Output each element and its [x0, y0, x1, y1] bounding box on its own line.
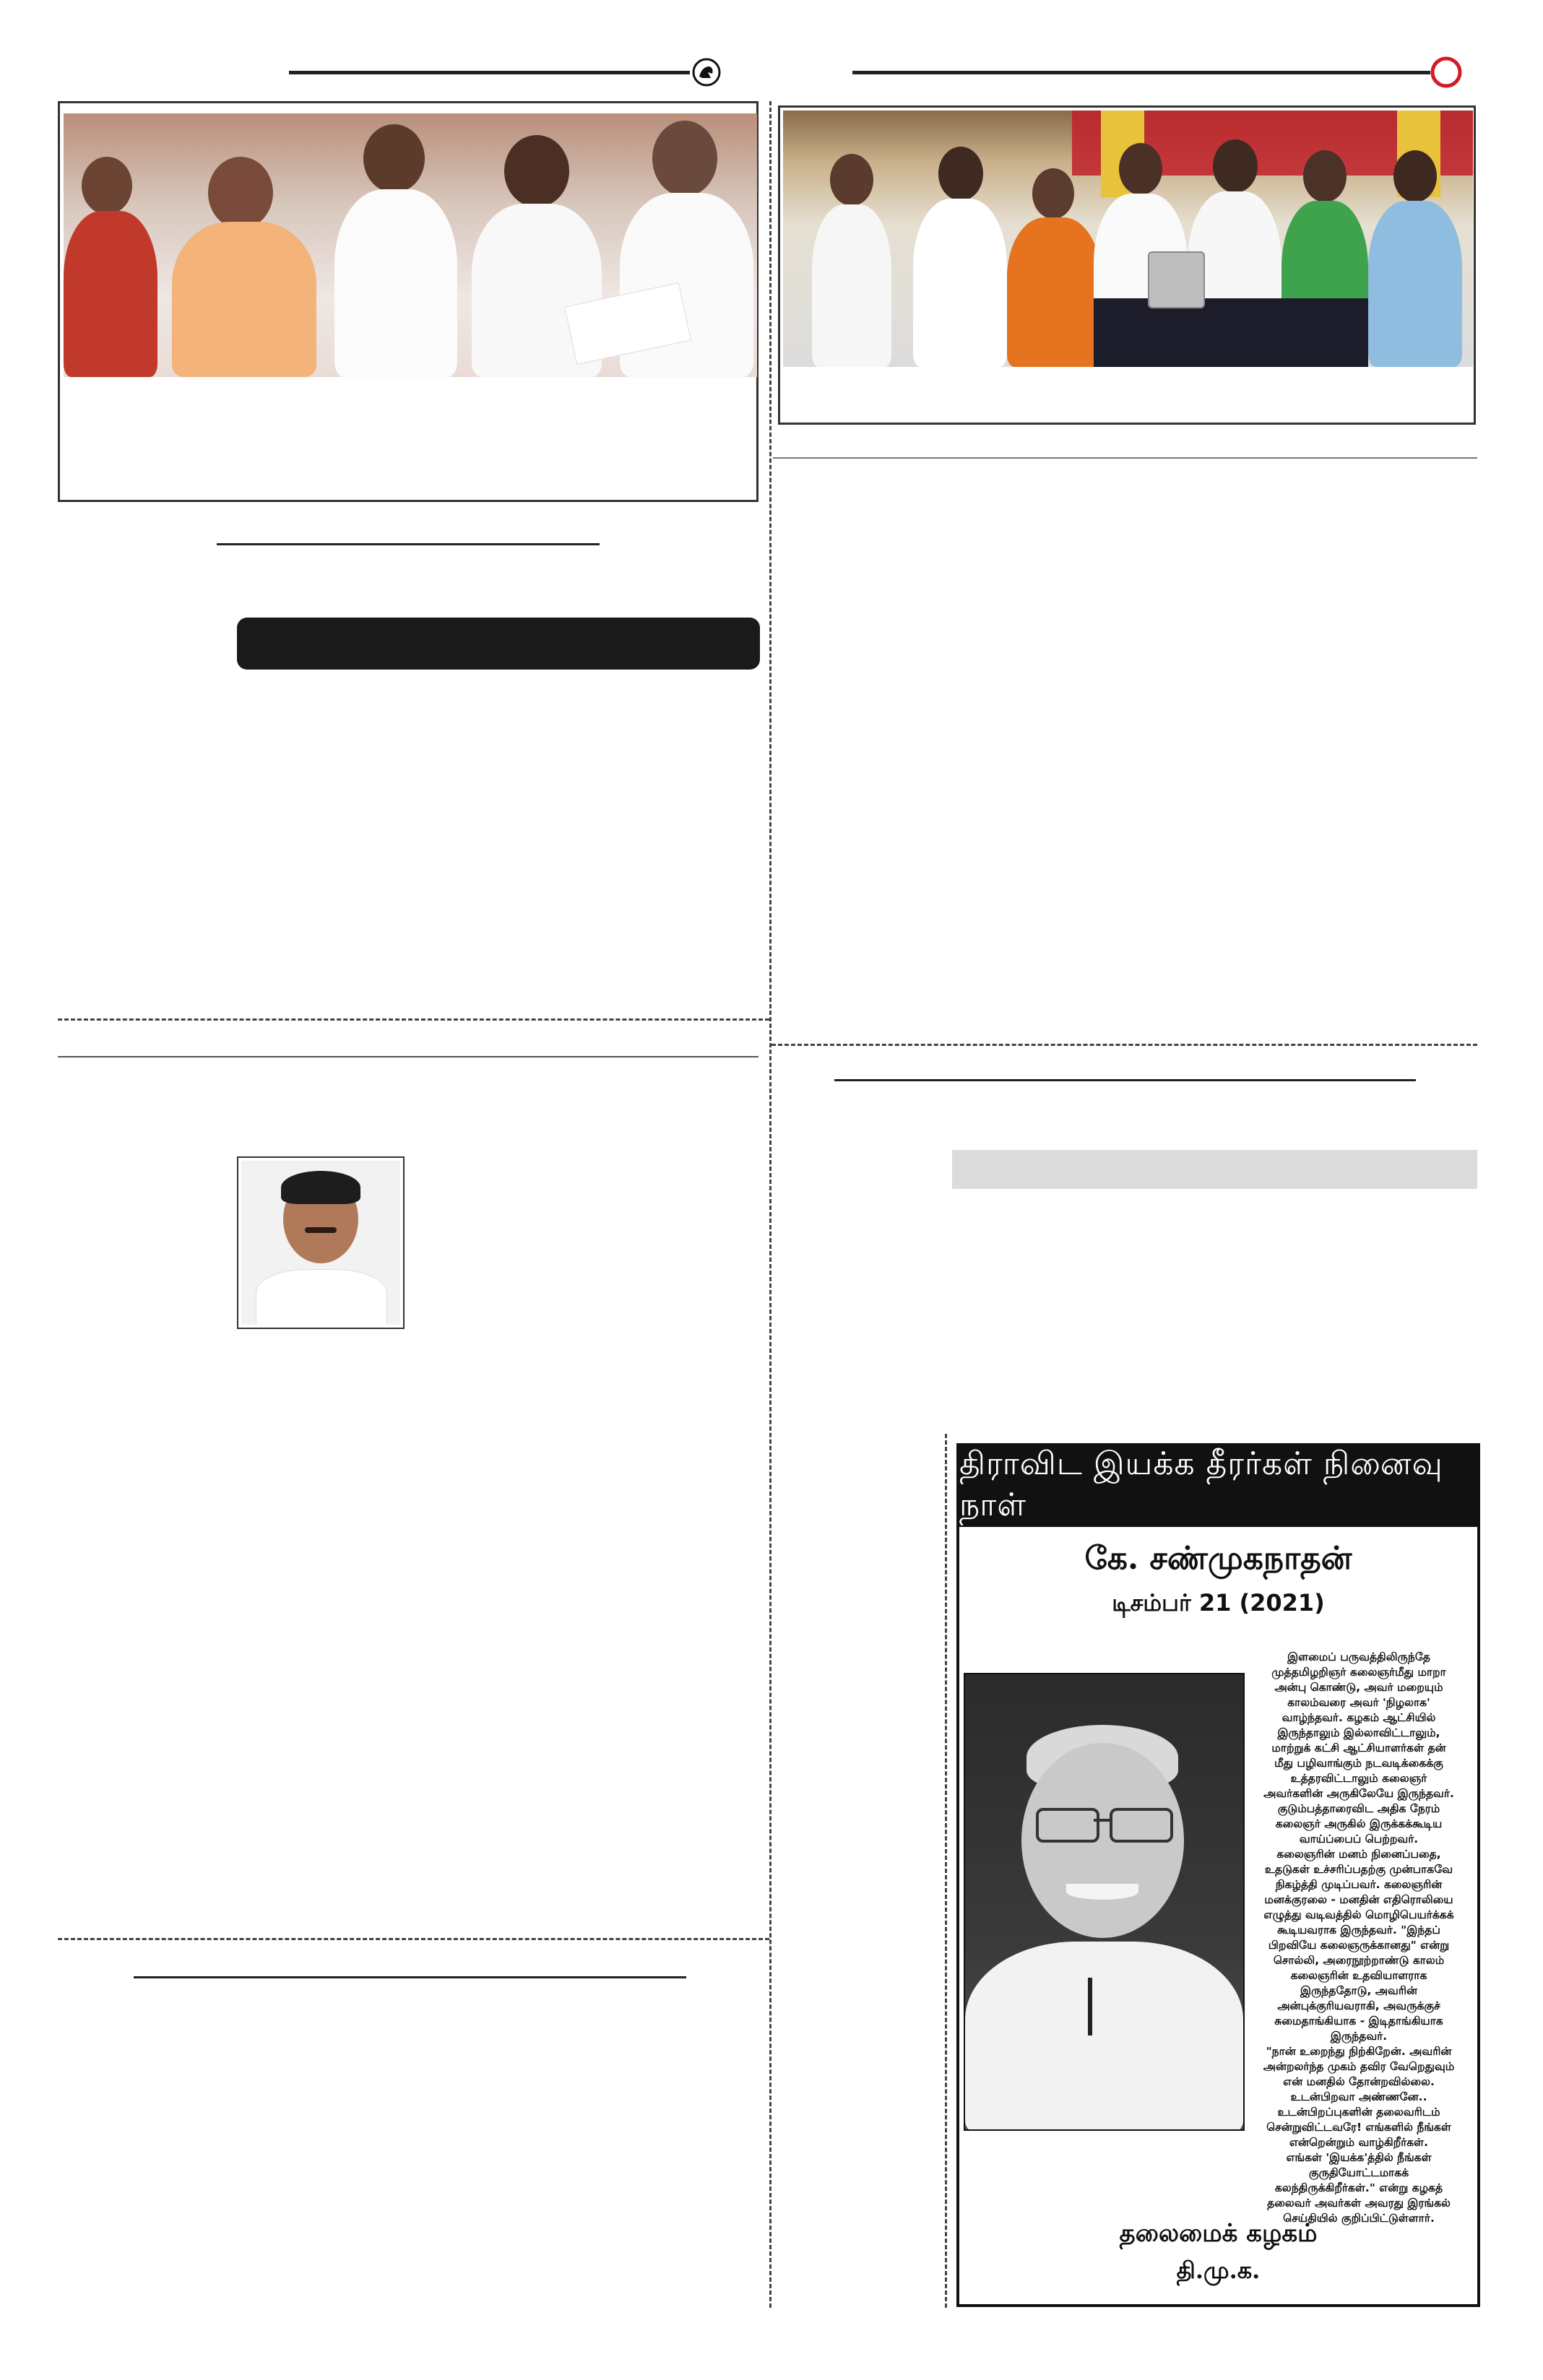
- portrait-frame: [237, 1156, 405, 1329]
- header-rule-right: [852, 71, 1430, 74]
- tribute-box: [956, 1443, 1480, 2307]
- rule-right-1: [773, 457, 1477, 459]
- black-heading-bar: [237, 618, 760, 670]
- portrait-photo: [241, 1161, 400, 1325]
- rule-left-2: [58, 1056, 758, 1057]
- tribute-heading: திராவிட இயக்க தீரர்கள் நினைவு நாள்: [959, 1446, 1477, 1527]
- photo-frame-left-top: [58, 101, 758, 502]
- rule-right-2: [834, 1079, 1416, 1081]
- tribute-date: டிசம்பர் 21 (2021): [1112, 1589, 1325, 1617]
- dashed-separator-left-2: [58, 1938, 769, 1940]
- photo-food-distribution: [783, 111, 1473, 367]
- tribute-body-text: இளமைப் பருவத்திலிருந்தே முத்தமிழறிஞர் கலைஞர்மீது மாறா அன்பு கொண்டு, அவர் மறையும் காலம்வரை அவர் 'நிழலாக' வாழ்ந்தவர். கழகம் ஆட்சியில் இருந்தாலும் இல்லாவிட்டாலும், மாற்றுக் கட்சி ஆட்சியாளர்கள் தன் மீது பழிவாங்கும் நடவடிக்கைக்கு உத்தரவிட்டாலும் கலைஞர் அவர்களின் அருகிலேயே இருந்தவர். குடும்பத்தாரைவிட அதிக நேரம் கலைஞர் அருகில் இருக்கக்கூடிய வாய்ப்பைப் பெற்றவர். கலைஞரின் மனம் நினைப்பதை, உதடுகள் உச்சரிப்பதற்கு முன்பாகவே நிகழ்த்தி முடிப்பவர். கலைஞரின் மனக்குரலை - மனதின் எதிரொலியை எழுத்து வடிவத்தில் மொழிபெயர்க்கக் கூடியவராக இருந்தவர். "இந்தப் பிறவியே கலைஞருக்கானது" என்று சொல்லி, அரைநூற்றாண்டு காலம் கலைஞரின் உதவியாளராக இருந்ததோடு, அவரின் அன்புக்குரியவராகி, அவருக்குச் சுமைதாங்கியாக - இடிதாங்கியாக இருந்தவர். "நான் உறைந்து நிற்கிறேன். அவரின் அன்றலர்ந்த முகம் தவிர வேறெதுவும் என் மனதில் தோன்றவில்லை. உடன்பிறவா அண்ணனே.. உடன்பிறப்புகளின் தலைவரிடம் சென்றுவிட்டவரே! எங்களில் நீங்கள் என்றென்றும் வாழ்கிறீர்கள். எங்கள் 'இயக்க'த்தில் நீங்கள் குருதியோட்டமாகக் கலந்திருக்கிறீர்கள்." என்று கழகத் தலைவர் அவர்கள் அவரது இரங்கல் செய்தியில் குறிப்பிட்டுள்ளார்.: [1263, 1650, 1455, 2225]
- column-divider: [769, 101, 772, 2308]
- tribute-signature-line1: தலைமைக் கழகம்: [1119, 2219, 1318, 2248]
- rule-left-3: [134, 1976, 686, 1978]
- tribute-signature-line2: தி.மு.க.: [1176, 2256, 1261, 2284]
- grey-subheading-bar: [952, 1150, 1477, 1189]
- tribute-divider: [945, 1434, 947, 2308]
- rule-left-1: [217, 543, 600, 545]
- header-rule-left: [289, 71, 690, 74]
- dashed-separator-left-1: [58, 1018, 769, 1021]
- rising-sun-emblem-icon: [692, 58, 721, 87]
- tribute-portrait-photo: [964, 1673, 1245, 2131]
- tribute-name: கே. சண்முகநாதன்: [1084, 1540, 1352, 1577]
- dashed-separator-right-1: [772, 1044, 1477, 1046]
- photo-handing-documents: [64, 113, 757, 377]
- photo-frame-right-top: [778, 105, 1476, 425]
- red-circle-icon: [1430, 56, 1462, 88]
